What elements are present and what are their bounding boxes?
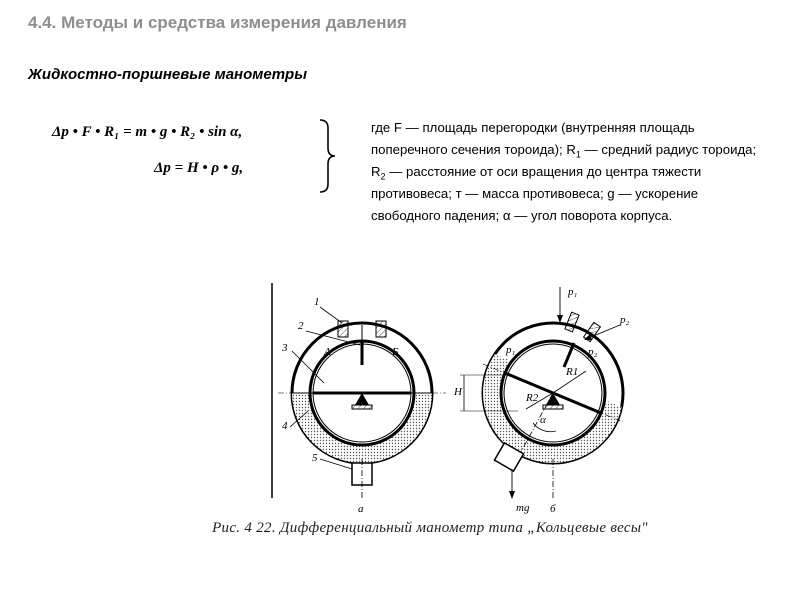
label-1: 1 (314, 296, 320, 308)
description-text-3: — расстояние от оси вращения до центра тяжести противовеса; т — масса противовеса; g — ускорение свободного падения; α — угол поворота корпуса. (371, 164, 702, 223)
label-R2: R2 (526, 392, 539, 404)
description-text-1: где F — площадь перегородки (внутренняя площадь поперечного сечения тороида); R (371, 120, 695, 157)
description-text-2: — средний радиус тороида; R (371, 142, 757, 179)
label-p2-inner: p₂ (588, 346, 598, 358)
label-B: Б (392, 346, 399, 358)
label-R1: R1 (566, 366, 579, 378)
right-brace-icon (316, 118, 338, 194)
formula-line-2: Δp = H • ρ • g, (154, 160, 244, 176)
ring-balance-manometer-diagram (268, 283, 660, 520)
label-b: б (550, 503, 556, 515)
figure-caption: Рис. 4 22. Дифференциальный манометр типа „Кольцевые весы" (212, 520, 648, 536)
manometer-a (278, 296, 446, 515)
formula-block (52, 118, 342, 200)
formula-line-1: Δp • F • R₁ = m • g • R₂ • sin α, (52, 124, 243, 140)
label-p2: p₂ (620, 314, 630, 326)
label-p1-inner: p₁ (506, 344, 516, 356)
label-p1: p₁ (568, 286, 578, 298)
label-alpha: α (540, 414, 546, 426)
label-H: H (454, 386, 462, 398)
label-4: 4 (282, 420, 288, 432)
section-subtitle: Жидкостно-поршневые манометры (28, 66, 308, 83)
slide-title: 4.4. Методы и средства измерения давления (28, 13, 407, 32)
label-3: 3 (282, 342, 288, 354)
subscript-2: 2 (380, 171, 386, 182)
label-2: 2 (298, 320, 304, 332)
label-A: А (324, 346, 331, 358)
label-5: 5 (312, 452, 318, 464)
label-a: а (358, 503, 364, 515)
manometer-b (453, 286, 630, 515)
label-mg: mg (516, 502, 530, 514)
subscript-1: 1 (575, 149, 581, 160)
symbols-description (371, 117, 771, 227)
